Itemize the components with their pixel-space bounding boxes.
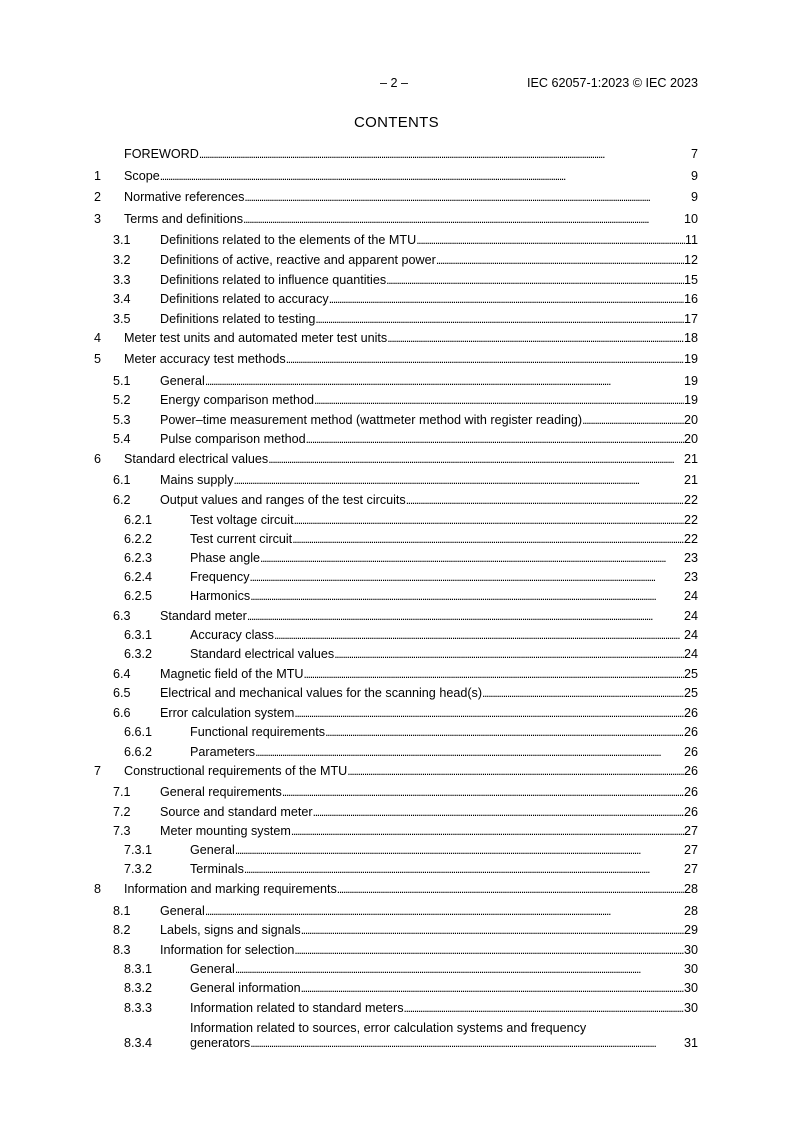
toc-entry[interactable] xyxy=(94,190,698,205)
toc-entry-page: 24 xyxy=(683,628,698,642)
toc-entry-title: Frequency xyxy=(190,570,250,584)
toc-entry-number: 6.2.3 xyxy=(124,551,153,565)
toc-entry-page: 25 xyxy=(683,686,698,700)
toc-entry-page: 9 xyxy=(690,169,698,183)
toc-entry-title: Power–time measurement method (wattmeter method with register reading) xyxy=(160,413,583,427)
toc-entry-page: 30 xyxy=(683,943,698,957)
toc-entry-title: Definitions related to accuracy xyxy=(160,292,329,306)
toc-entry-page: 12 xyxy=(683,253,698,267)
toc-entry-number: 6.2.1 xyxy=(124,513,153,527)
toc-entry-title: Scope xyxy=(124,169,160,183)
toc-entry-number: 3.1 xyxy=(113,233,131,247)
toc-entry-title: Magnetic field of the MTU xyxy=(160,667,304,681)
toc-leader-dots xyxy=(235,843,684,858)
toc-leader-dots xyxy=(347,764,684,779)
toc-entry-page: 7 xyxy=(690,147,698,161)
toc-entry-page: 30 xyxy=(683,1001,698,1015)
toc-entry[interactable] xyxy=(94,725,698,740)
toc-entry-number: 3.3 xyxy=(113,273,131,287)
toc-leader-dots xyxy=(292,532,684,547)
toc-entry-title: Definitions related to testing xyxy=(160,312,316,326)
toc-entry-title: Labels, signs and signals xyxy=(160,923,301,937)
toc-leader-dots xyxy=(582,413,684,428)
toc-entry-number: 3.2 xyxy=(113,253,131,267)
toc-entry-title: Error calculation system xyxy=(160,706,295,720)
toc-entry-title: Mains supply xyxy=(160,473,234,487)
toc-entry-page: 26 xyxy=(683,745,698,759)
toc-entry-number: 7.1 xyxy=(113,785,131,799)
toc-entry-number: 8 xyxy=(94,882,102,896)
toc-entry-title: General requirements xyxy=(160,785,282,799)
toc-entry-title: Standard electrical values xyxy=(124,452,269,466)
toc-entry[interactable] xyxy=(94,862,698,877)
toc-entry[interactable] xyxy=(94,513,698,528)
toc-entry-page: 29 xyxy=(683,923,698,937)
toc-leader-dots xyxy=(255,745,684,760)
toc-entry[interactable] xyxy=(94,473,698,488)
toc-entry-number: 8.3.1 xyxy=(124,962,153,976)
toc-entry[interactable] xyxy=(94,943,698,958)
page-number: – 2 – xyxy=(380,76,409,90)
toc-leader-dots xyxy=(416,233,685,248)
toc-entry-title: Parameters xyxy=(190,745,256,759)
toc-entry-page: 18 xyxy=(683,331,698,345)
toc-entry-number: 7.3.1 xyxy=(124,843,153,857)
toc-entry-page: 27 xyxy=(683,843,698,857)
toc-entry-page: 24 xyxy=(683,589,698,603)
toc-leader-dots xyxy=(387,331,684,346)
toc-entry-page: 28 xyxy=(683,882,698,896)
toc-leader-dots xyxy=(294,706,684,721)
toc-entry-title: Information and marking requirements xyxy=(124,882,337,896)
toc-entry[interactable] xyxy=(94,706,698,721)
toc-leader-dots xyxy=(250,1036,684,1051)
toc-entry-title: FOREWORD xyxy=(124,147,199,161)
toc-entry-title-continued: generators xyxy=(190,1036,251,1050)
toc-entry-page: 25 xyxy=(683,667,698,681)
document-id: IEC 62057-1:2023 © IEC 2023 xyxy=(526,76,698,90)
toc-entry-page: 31 xyxy=(683,1036,698,1050)
toc-leader-dots xyxy=(250,589,684,604)
toc-leader-dots xyxy=(268,452,684,467)
toc-entry[interactable] xyxy=(94,667,698,682)
toc-entry[interactable] xyxy=(94,647,698,662)
toc-leader-dots xyxy=(337,882,684,897)
toc-entry[interactable] xyxy=(94,551,698,566)
toc-entry-page: 11 xyxy=(684,233,698,247)
toc-entry-number: 6.3.2 xyxy=(124,647,153,661)
toc-leader-dots xyxy=(205,374,684,389)
toc-leader-dots xyxy=(243,212,684,227)
toc-entry-number: 6.2 xyxy=(113,493,131,507)
toc-leader-dots xyxy=(314,393,684,408)
toc-entry[interactable] xyxy=(94,1021,698,1051)
toc-entry[interactable] xyxy=(94,331,698,346)
toc-entry-title: General xyxy=(160,374,205,388)
toc-entry-title: Meter mounting system xyxy=(160,824,291,838)
toc-entry[interactable] xyxy=(94,532,698,547)
toc-entry[interactable] xyxy=(94,764,698,779)
toc-entry[interactable] xyxy=(94,233,698,248)
toc-entry[interactable] xyxy=(94,570,698,585)
toc-entry-number: 6.6 xyxy=(113,706,131,720)
toc-entry-title: General xyxy=(160,904,205,918)
toc-entry-number: 6.6.1 xyxy=(124,725,153,739)
toc-entry-title: Terms and definitions xyxy=(124,212,244,226)
toc-entry[interactable] xyxy=(94,413,698,428)
toc-entry-number: 7.3.2 xyxy=(124,862,153,876)
toc-entry-title: Standard electrical values xyxy=(190,647,335,661)
page-title: CONTENTS xyxy=(354,114,439,131)
toc-entry-number: 6.3.1 xyxy=(124,628,153,642)
toc-leader-dots xyxy=(260,551,684,566)
toc-entry-page: 23 xyxy=(683,551,698,565)
toc-leader-dots xyxy=(482,686,684,701)
toc-entry-number: 5.3 xyxy=(113,413,131,427)
toc-entry-number: 2 xyxy=(94,190,102,204)
toc-entry-number: 1 xyxy=(94,169,102,183)
toc-entry-page: 23 xyxy=(683,570,698,584)
toc-leader-dots xyxy=(205,904,684,919)
toc-entry[interactable] xyxy=(94,432,698,447)
toc-leader-dots xyxy=(406,493,684,508)
toc-entry-number: 7 xyxy=(94,764,102,778)
toc-entry-number: 3 xyxy=(94,212,102,226)
toc-entry[interactable] xyxy=(94,253,698,268)
toc-leader-dots xyxy=(404,1001,684,1016)
toc-entry[interactable] xyxy=(94,923,698,938)
toc-leader-dots xyxy=(291,824,684,839)
toc-leader-dots xyxy=(235,962,684,977)
toc-leader-dots xyxy=(247,609,684,624)
toc-entry-number: 6.4 xyxy=(113,667,131,681)
toc-entry-number: 5.4 xyxy=(113,432,131,446)
toc-leader-dots xyxy=(386,273,684,288)
toc-entry-title: Information related to sources, error calculation systems and frequency xyxy=(190,1021,587,1035)
toc-leader-dots xyxy=(199,147,691,162)
toc-entry-number: 8.3 xyxy=(113,943,131,957)
toc-entry-title: General xyxy=(190,962,235,976)
toc-entry-page: 27 xyxy=(683,862,698,876)
toc-entry-number: 6.2.5 xyxy=(124,589,153,603)
toc-entry-title: Pulse comparison method xyxy=(160,432,306,446)
toc-entry[interactable] xyxy=(94,843,698,858)
toc-entry-title: Test voltage circuit xyxy=(190,513,294,527)
toc-entry-number: 6.1 xyxy=(113,473,131,487)
toc-leader-dots xyxy=(436,253,684,268)
toc-entry[interactable] xyxy=(94,962,698,977)
toc-entry[interactable] xyxy=(94,745,698,760)
toc-entry[interactable] xyxy=(94,805,698,820)
toc-entry-page: 24 xyxy=(683,647,698,661)
toc-entry-number: 6.2.2 xyxy=(124,532,153,546)
toc-entry-title: Standard meter xyxy=(160,609,247,623)
toc-entry-number: 6.6.2 xyxy=(124,745,153,759)
toc-leader-dots xyxy=(244,190,691,205)
toc-entry-page: 26 xyxy=(683,805,698,819)
toc-leader-dots xyxy=(286,352,684,367)
toc-entry-page: 19 xyxy=(683,352,698,366)
toc-entry-title: Meter test units and automated meter test units xyxy=(124,331,388,345)
toc-entry[interactable] xyxy=(94,824,698,839)
toc-leader-dots xyxy=(244,862,684,877)
toc-entry-number: 8.3.4 xyxy=(124,1036,153,1050)
toc-entry-title: Normative references xyxy=(124,190,245,204)
toc-entry-page: 10 xyxy=(683,212,698,226)
toc-entry-title: General xyxy=(190,843,235,857)
toc-entry-page: 9 xyxy=(690,190,698,204)
toc-leader-dots xyxy=(325,725,684,740)
toc-entry-title: Test current circuit xyxy=(190,532,293,546)
toc-entry-number: 6.2.4 xyxy=(124,570,153,584)
toc-entry-title: Functional requirements xyxy=(190,725,326,739)
toc-entry-page: 17 xyxy=(683,312,698,326)
toc-entry[interactable] xyxy=(94,628,698,643)
toc-entry[interactable] xyxy=(94,212,698,227)
toc-entry[interactable] xyxy=(94,169,698,184)
toc-entry-number: 8.2 xyxy=(113,923,131,937)
toc-entry-title: Electrical and mechanical values for the scanning head(s) xyxy=(160,686,483,700)
toc-leader-dots xyxy=(301,981,684,996)
toc-entry-page: 21 xyxy=(683,473,698,487)
toc-entry-title: Constructional requirements of the MTU xyxy=(124,764,348,778)
toc-leader-dots xyxy=(304,667,684,682)
toc-entry-page: 28 xyxy=(683,904,698,918)
toc-entry-title: Source and standard meter xyxy=(160,805,313,819)
toc-entry[interactable] xyxy=(94,312,698,327)
toc-entry-title: General information xyxy=(190,981,301,995)
toc-entry[interactable] xyxy=(94,273,698,288)
toc-entry-page: 15 xyxy=(683,273,698,287)
toc-entry-number: 6.5 xyxy=(113,686,131,700)
toc-leader-dots xyxy=(294,943,684,958)
toc-entry-number: 3.5 xyxy=(113,312,131,326)
toc-leader-dots xyxy=(250,570,684,585)
toc-entry-page: 26 xyxy=(683,706,698,720)
toc-entry-page: 19 xyxy=(683,393,698,407)
toc-entry-number: 3.4 xyxy=(113,292,131,306)
toc-entry-title: Meter accuracy test methods xyxy=(124,352,286,366)
toc-entry-page: 20 xyxy=(683,413,698,427)
toc-entry-title: Information for selection xyxy=(160,943,295,957)
toc-entry-page: 20 xyxy=(683,432,698,446)
toc-entry-number: 4 xyxy=(94,331,102,345)
toc-entry-title: Energy comparison method xyxy=(160,393,315,407)
toc-entry[interactable] xyxy=(94,686,698,701)
toc-entry-page: 27 xyxy=(683,824,698,838)
toc-entry-number: 5 xyxy=(94,352,102,366)
toc-entry-number: 7.2 xyxy=(113,805,131,819)
toc-entry[interactable] xyxy=(94,452,698,467)
toc-leader-dots xyxy=(329,292,684,307)
toc-leader-dots xyxy=(315,312,684,327)
toc-entry[interactable] xyxy=(94,493,698,508)
toc-leader-dots xyxy=(294,513,684,528)
toc-leader-dots xyxy=(301,923,684,938)
toc-entry-number: 6 xyxy=(94,452,102,466)
toc-entry-number: 8.3.3 xyxy=(124,1001,153,1015)
toc-leader-dots xyxy=(334,647,684,662)
toc-entry-page: 22 xyxy=(683,532,698,546)
toc-leader-dots xyxy=(274,628,684,643)
toc-entry-title: Information related to standard meters xyxy=(190,1001,404,1015)
toc-entry-title: Definitions of active, reactive and apparent power xyxy=(160,253,436,267)
toc-entry-title: Definitions related to influence quantities xyxy=(160,273,387,287)
toc-entry-page: 30 xyxy=(683,962,698,976)
toc-leader-dots xyxy=(313,805,684,820)
toc-entry-page: 24 xyxy=(683,609,698,623)
toc-entry-number: 8.3.2 xyxy=(124,981,153,995)
toc-entry-page: 26 xyxy=(683,785,698,799)
toc-entry-title: Output values and ranges of the test circuits xyxy=(160,493,406,507)
toc-entry-page: 19 xyxy=(683,374,698,388)
toc-entry-title: Definitions related to the elements of the MTU xyxy=(160,233,417,247)
toc-entry[interactable] xyxy=(94,882,698,897)
toc-entry-number: 7.3 xyxy=(113,824,131,838)
toc-entry-page: 22 xyxy=(683,493,698,507)
toc-entry-page: 30 xyxy=(683,981,698,995)
toc-entry[interactable] xyxy=(94,785,698,800)
toc-entry[interactable] xyxy=(94,981,698,996)
toc-entry-number: 6.3 xyxy=(113,609,131,623)
toc-entry[interactable] xyxy=(94,609,698,624)
toc-leader-dots xyxy=(160,169,691,184)
toc-entry[interactable] xyxy=(94,292,698,307)
toc-entry-page: 21 xyxy=(683,452,698,466)
toc-entry[interactable] xyxy=(94,374,698,389)
toc-entry-number: 8.1 xyxy=(113,904,131,918)
toc-leader-dots xyxy=(282,785,684,800)
toc-entry-page: 26 xyxy=(683,764,698,778)
toc-leader-dots xyxy=(234,473,684,488)
toc-entry[interactable] xyxy=(94,147,698,162)
toc-entry-title: Accuracy class xyxy=(190,628,274,642)
toc-entry-page: 22 xyxy=(683,513,698,527)
toc-entry-title: Terminals xyxy=(190,862,244,876)
toc-entry-number: 5.2 xyxy=(113,393,131,407)
toc-entry[interactable] xyxy=(94,393,698,408)
toc-entry[interactable] xyxy=(94,589,698,604)
toc-entry-number: 5.1 xyxy=(113,374,131,388)
toc-leader-dots xyxy=(306,432,684,447)
toc-entry-page: 26 xyxy=(683,725,698,739)
toc-entry-page: 16 xyxy=(683,292,698,306)
toc-entry[interactable] xyxy=(94,352,698,367)
toc-entry-title: Harmonics xyxy=(190,589,251,603)
toc-entry[interactable] xyxy=(94,1001,698,1016)
toc-entry-title: Phase angle xyxy=(190,551,261,565)
toc-entry[interactable] xyxy=(94,904,698,919)
